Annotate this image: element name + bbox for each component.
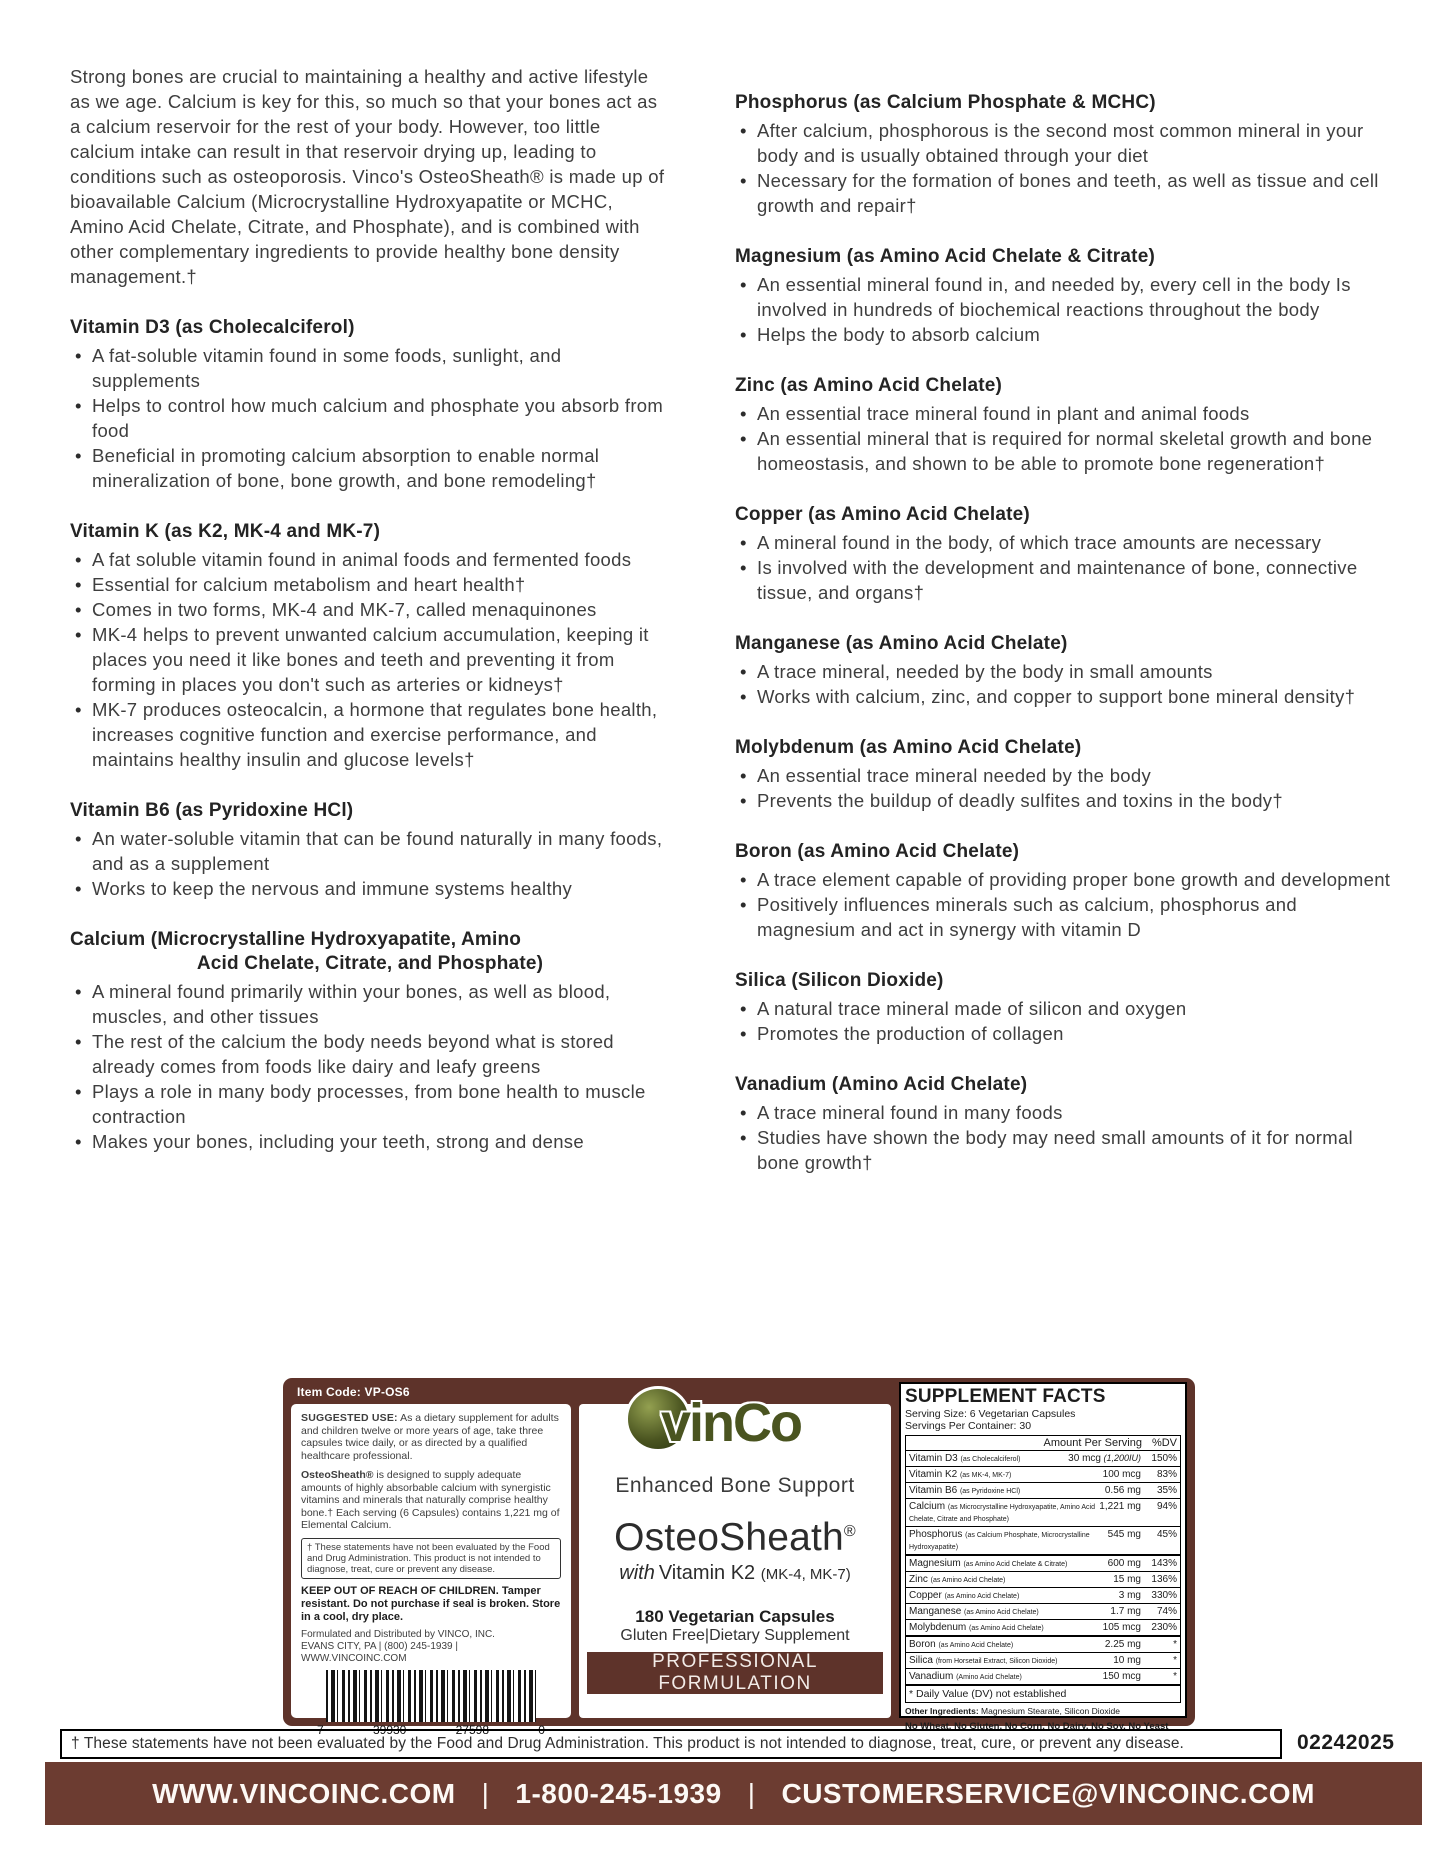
professional-formulation-banner: PROFESSIONAL FORMULATION [587,1652,883,1694]
bullet-item: • A mineral found in the body, of which trace amounts are necessary [735,530,1395,555]
bullet-item: • An essential trace mineral found in plant and animal foods [735,401,1395,426]
label-center-panel [579,1393,891,1718]
bullet-item: • A mineral found primarily within your bones, as well as blood, muscles, and other tissues [70,979,670,1029]
section-heading: Boron (as Amino Acid Chelate) [735,841,1020,862]
facts-row: Vanadium (Amino Acid Chelate) 150 mcg * [906,1668,1180,1684]
label-left-panel [291,1404,571,1737]
intro-paragraph: Strong bones are crucial to maintaining a healthy and active lifestyle as we age. Calcium is key for this, so much so that your bones act as a calcium reservoir for the rest of your body. However, too little calcium intake can result in that reservoir drying up, leading to conditions such as osteoporosis. Vinco's OsteoSheath® is made up of bioavailable Calcium (Microcrystalline Hydroxyapatite or MCHC, Amino Acid Chelate, Citrate, and Phosphate), and is combined with other complementary ingredients to provide healthy bone density management.† [70,66,665,287]
product-tagline: Enhanced Bone Support [615,1474,855,1497]
facts-row: Phosphorus (as Calcium Phosphate, Microcrystalline Hydroxyapatite) 545 mg 45% [906,1526,1180,1554]
bullet-item: • A fat-soluble vitamin found in some foods, sunlight, and supplements [70,343,670,393]
section-heading: Zinc (as Amino Acid Chelate) [735,375,1003,396]
right-text-column [735,64,1395,1175]
bullet-item: • Studies have shown the body may need small amounts of it for normal bone growth† [735,1125,1395,1175]
bullet-item: • After calcium, phosphorous is the second most common mineral in your body and is usually obtained through your diet [735,118,1395,168]
facts-row: Manganese (as Amino Acid Chelate) 1.7 mg 74% [906,1603,1180,1619]
bullet-item: • Comes in two forms, MK-4 and MK-7, called menaquinones [70,597,670,622]
facts-table [905,1435,1181,1703]
section-heading: Manganese (as Amino Acid Chelate) [735,633,1068,654]
bullet-item: • A trace element capable of providing proper bone growth and development [735,867,1395,892]
barcode-digit: 7 [317,1722,324,1737]
warning-text: KEEP OUT OF REACH OF CHILDREN. Tamper resistant. Do not purchase if seal is broken. Store in a cool, dry place. [301,1584,561,1623]
bullet-item: • MK-4 helps to prevent unwanted calcium accumulation, keeping it places you need it like bones and teeth and preventing it from forming in places you don't such as arteries or kidneys† [70,622,670,697]
vinco-logo [615,1382,855,1464]
nutrient-section [735,91,1395,218]
facts-row: Silica (from Horsetail Extract, Silicon Dioxide) 10 mg * [906,1652,1180,1668]
bullet-item: • Helps the body to absorb calcium [735,322,1395,347]
facts-title: SUPPLEMENT FACTS [905,1386,1106,1407]
footer-phone: 1-800-245-1939 [515,1777,722,1809]
bullet-item: • Helps to control how much calcium and phosphate you absorb from food [70,393,670,443]
section-bullets [70,826,670,901]
col-amount-per-serving: Amount Per Serving [1043,1437,1142,1449]
other-ingredients-label: Other Ingredients: [905,1706,979,1716]
nutrient-section [735,1073,1395,1175]
nutrient-section [735,840,1395,942]
section-bullets [735,401,1395,476]
facts-row: Magnesium (as Amino Acid Chelate & Citrate) 600 mg 143% [906,1554,1180,1571]
facts-row: Molybdenum (as Amino Acid Chelate) 105 mcg 230% [906,1619,1180,1635]
bullet-item: • Plays a role in many body processes, from bone health to muscle contraction [70,1079,670,1129]
section-heading: Vitamin B6 (as Pyridoxine HCl) [70,800,354,821]
suggested-use-text: As a dietary supplement for adults and children twelve or more years of age, take three capsules twice daily, or as directed by a qualified healthcare professional. [301,1412,559,1462]
facts-row: Vitamin B6 (as Pyridoxine HCl) 0.56 mg 35% [906,1482,1180,1498]
product-name-text: OsteoSheath [614,1516,844,1559]
facts-row: Vitamin D3 (as Cholecalciferol) 30 mcg (1,200IU) 150% [909,1452,1177,1464]
barcode-digit: 39930 [372,1722,407,1737]
section-bullets [70,547,670,772]
capsule-count: 180 Vegetarian Capsules [635,1607,835,1626]
section-heading: Vitamin K (as K2, MK-4 and MK-7) [70,521,381,542]
bullet-item: • Necessary for the formation of bones and teeth, as well as tissue and cell growth and repair† [735,168,1395,218]
footer-separator: | [481,1777,490,1809]
nutrient-section [735,736,1395,813]
fda-note-box: † These statements have not been evaluated by the Food and Drug Administration. This product is not intended to diagnose, treat, cure or prevent any disease. [301,1538,561,1579]
product-description [301,1469,561,1532]
nutrient-section [70,520,670,772]
bullet-item: • Makes your bones, including your teeth, strong and dense [70,1129,670,1154]
section-heading: Vanadium (Amino Acid Chelate) [735,1074,1028,1095]
facts-header-row [906,1436,1180,1451]
bullet-item: • Works to keep the nervous and immune systems healthy [70,876,670,901]
logo-wordmark: vinCo [661,1393,802,1453]
section-heading: Vitamin D3 (as Cholecalciferol) [70,317,355,338]
section-heading: Silica (Silicon Dioxide) [735,970,944,991]
section-bullets [735,530,1395,605]
footer-contact-bar [45,1762,1422,1825]
serving-size: Serving Size: 6 Vegetarian Capsules [905,1408,1076,1420]
bullet-item: • An water-soluble vitamin that can be found naturally in many foods, and as a supplement [70,826,670,876]
section-heading: Phosphorus (as Calcium Phosphate & MCHC) [735,92,1156,113]
allergen-free-statement: No Wheat, No Gluten, No Corn, No Dairy, No Soy, No Yeast [905,1721,1169,1732]
product-label [283,1378,1195,1737]
supplement-facts-panel [899,1382,1187,1732]
section-heading: Copper (as Amino Acid Chelate) [735,504,1030,525]
subtitle-forms: (MK-4, MK-7) [760,1566,851,1583]
section-heading: Calcium (Microcrystalline Hydroxyapatite, Amino Acid Chelate, Citrate, and Phosphate) [70,929,544,974]
bullet-item: • MK-7 produces osteocalcin, a hormone that regulates bone health, increases cognitive function and exercise performance, and maintains healthy insulin and glucose levels† [70,697,670,772]
bullet-item: • Positively influences minerals such as calcium, phosphorus and magnesium and act in synergy with vitamin D [735,892,1395,942]
barcode-digit: 27598 [455,1722,489,1737]
barcode-bars-icon [326,1670,536,1722]
product-subtitle [579,1562,891,1585]
barcode [315,1670,547,1737]
servings-per-container: Servings Per Container: 30 [905,1420,1032,1432]
bullet-item: • Beneficial in promoting calcium absorption to enable normal mineralization of bone, bone growth, and bone remodeling† [70,443,670,493]
fda-disclaimer [60,1729,1282,1759]
section-bullets [70,343,670,493]
nutrient-section [70,799,670,901]
col-percent-dv: %DV [1151,1437,1177,1449]
section-bullets [735,272,1395,347]
suggested-use-label: SUGGESTED USE: [301,1412,398,1424]
bullet-item: • Is involved with the development and maintenance of bone, connective tissue, and organs† [735,555,1395,605]
distributor-line2: EVANS CITY, PA | (800) 245-1939 | WWW.VINCOINC.COM [301,1640,458,1664]
product-name [579,1516,891,1560]
facts-row: Zinc (as Amino Acid Chelate) 15 mg 136% [906,1571,1180,1587]
subtitle-text: Vitamin K2 [658,1562,761,1584]
barcode-digit: 0 [538,1722,545,1737]
bullet-item: • Works with calcium, zinc, and copper to support bone mineral density† [735,684,1395,709]
footer-email: CUSTOMERSERVICE@VINCOINC.COM [781,1777,1315,1809]
footer-website: WWW.VINCOINC.COM [152,1777,456,1809]
distributor-line1: Formulated and Distributed by VINCO, INC. [301,1628,495,1640]
dietary-badges: Gluten Free|Dietary Supplement [620,1627,850,1644]
section-heading: Magnesium (as Amino Acid Chelate & Citrate) [735,246,1155,267]
bullet-item: • The rest of the calcium the body needs beyond what is stored already comes from foods like dairy and leafy greens [70,1029,670,1079]
bullet-item: • Prevents the buildup of deadly sulfites and toxins in the body† [735,788,1395,813]
item-code: Item Code: VP-OS6 [297,1385,410,1399]
nutrient-section [735,969,1395,1046]
bullet-item: • An essential mineral that is required for normal skeletal growth and bone homeostasis, and shown to be able to promote bone regeneration† [735,426,1395,476]
section-bullets [735,763,1395,813]
nutrient-section [70,928,670,1154]
bullet-item: • A trace mineral found in many foods [735,1100,1395,1125]
left-text-column [70,64,670,1154]
bullet-item: • An essential mineral found in, and needed by, every cell in the body Is involved in hundreds of biochemical reactions throughout the body [735,272,1395,322]
facts-row: Calcium (as Microcrystalline Hydroxyapatite, Amino Acid Chelate, Citrate and Phosphate) 1,221 mg 94% [906,1498,1180,1526]
description-text: is designed to supply adequate amounts of highly absorbable calcium with synergistic vitamins and minerals that naturally comprise healthy bone.† Each serving (6 Capsules) contains 1,221 mg of Elemental Calcium. [301,1469,560,1531]
nutrient-section [735,503,1395,605]
other-ingredients [905,1706,1181,1716]
dv-footnote: * Daily Value (DV) not established [906,1684,1180,1702]
nutrient-section [70,316,670,493]
footer-separator: | [747,1777,756,1809]
section-bullets [735,996,1395,1046]
revision-code: 02242025 [1297,1731,1395,1754]
bullet-item: • A trace mineral, needed by the body in small amounts [735,659,1395,684]
bullet-item: • A natural trace mineral made of silicon and oxygen [735,996,1395,1021]
facts-row: Boron (as Amino Acid Chelate) 2.25 mg * [906,1635,1180,1652]
section-bullets [70,979,670,1154]
section-bullets [735,659,1395,709]
bullet-item: • Promotes the production of collagen [735,1021,1395,1046]
other-ingredients-text: Magnesium Stearate, Silicon Dioxide [978,1706,1120,1716]
bullet-item: • A fat soluble vitamin found in animal foods and fermented foods [70,547,670,572]
fda-disclaimer-text: † These statements have not been evaluated by the Food and Drug Administration. This product is not intended to diagnose, treat, cure, or prevent any disease. [71,1735,1184,1752]
bullet-item: • An essential trace mineral needed by the body [735,763,1395,788]
section-bullets [735,1100,1395,1175]
bullet-item: • Essential for calcium metabolism and heart health† [70,572,670,597]
nutrient-section [735,374,1395,476]
section-heading: Molybdenum (as Amino Acid Chelate) [735,737,1082,758]
nutrient-section [735,245,1395,347]
section-bullets [735,118,1395,218]
subtitle-with: with [619,1562,655,1584]
facts-row: Copper (as Amino Acid Chelate) 3 mg 330% [906,1587,1180,1603]
brand-name: OsteoSheath® [301,1469,374,1481]
facts-row: Vitamin K2 (as MK-4, MK-7) 100 mcg 83% [906,1466,1180,1482]
suggested-use [301,1412,561,1462]
nutrient-section [735,632,1395,709]
registered-mark: ® [843,1523,856,1540]
section-bullets [735,867,1395,942]
